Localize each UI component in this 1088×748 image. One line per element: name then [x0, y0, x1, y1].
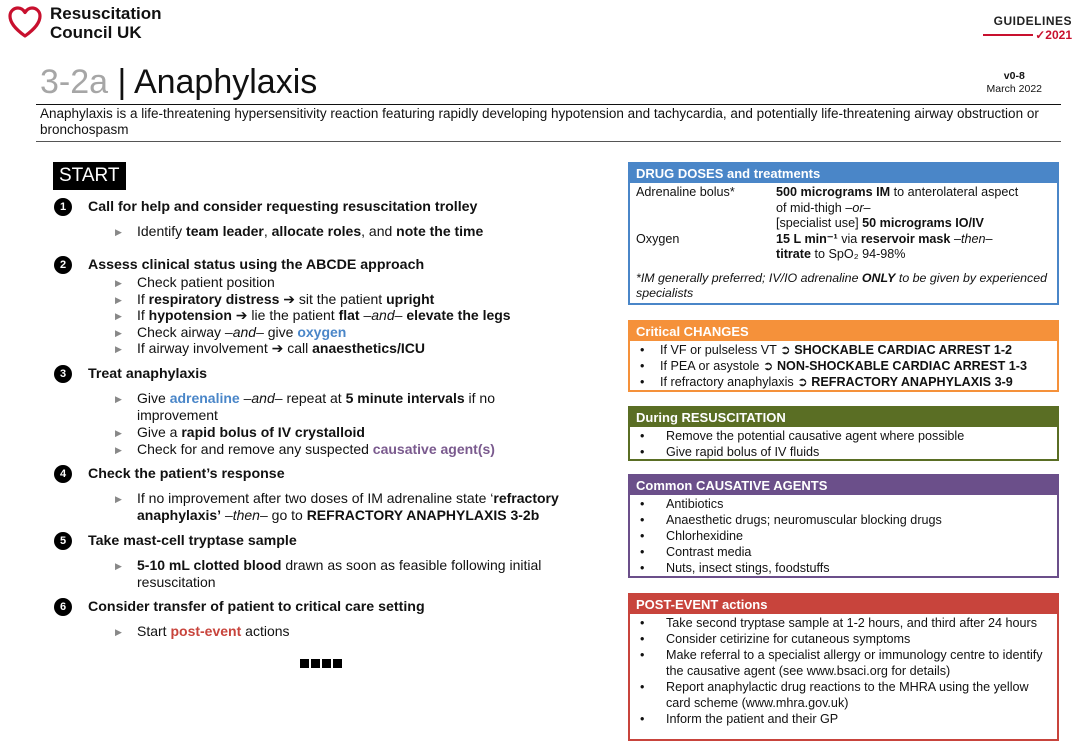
step-title: Treat anaphylaxis [88, 366, 208, 382]
post-event-box [628, 593, 1059, 741]
step-3 [54, 365, 207, 383]
step-2-item: ▶ Check patient position [115, 274, 275, 290]
triangle-bullet-icon: ▶ [115, 561, 122, 571]
divider [36, 104, 1061, 105]
title-text: Anaphylaxis [133, 63, 318, 101]
step-6 [54, 598, 425, 616]
heart-logo-icon [8, 6, 42, 40]
critical-changes-title: Critical CHANGES [630, 322, 1057, 341]
triangle-bullet-icon: ▶ [115, 428, 122, 438]
triangle-bullet-icon: ▶ [115, 294, 122, 305]
list-item: • Take second tryptase sample at 1-2 hours, and third after 24 hours [636, 615, 1051, 631]
step-title: Assess clinical status using the ABCDE approach [88, 257, 425, 273]
step-3-item: ▶ Check for and remove any suspected causative agent(s) [115, 440, 495, 457]
triangle-bullet-icon: ▶ [115, 494, 122, 504]
list-item: • If refractory anaphylaxis ➲ REFRACTORY ANAPHYLAXIS 3-9 [636, 374, 1051, 390]
step-number: 2 [54, 256, 72, 274]
critical-changes-box [628, 320, 1059, 392]
step-title: Check the patient’s response [88, 466, 285, 482]
causative-agents-title: Common CAUSATIVE AGENTS [630, 476, 1057, 495]
adrenaline-dose: 500 micrograms IM to anterolateral aspect of mid-thigh –or– [specialist use] 50 micrograms IO/IV [776, 185, 1019, 230]
post-event-title: POST-EVENT actions [630, 595, 1057, 614]
step-number: 4 [54, 465, 72, 483]
step-2-item: ▶ If respiratory distress ➔ sit the patient upright [115, 290, 435, 307]
triangle-bullet-icon: ▶ [115, 627, 122, 637]
version-block [987, 70, 1042, 96]
step-1 [54, 198, 477, 216]
oxygen-label: Oxygen [636, 231, 680, 246]
step-number: 3 [54, 365, 72, 383]
triangle-bullet-icon: ▶ [115, 444, 122, 455]
step-title: Call for help and consider requesting resuscitation trolley [88, 199, 478, 215]
guidelines-year: 2021 [1045, 28, 1072, 42]
list-item: • Remove the potential causative agent where possible [636, 428, 1051, 444]
adrenaline-label: Adrenaline bolus* [636, 185, 735, 199]
step-2-item: ▶ If hypotension ➔ lie the patient flat –and– elevate the legs [115, 307, 511, 323]
list-item: • Report anaphylactic drug reactions to the MHRA using the yellow card scheme (www.mhra.gov.uk) [636, 679, 1051, 711]
drug-note: *IM generally preferred; IV/IO adrenaline ONLY to be given by experienced specialists [636, 270, 1047, 300]
checkmark-icon: ✓ [1035, 28, 1046, 42]
step-title: Consider transfer of patient to critical care setting [88, 599, 425, 615]
org-name [50, 4, 161, 42]
version-number: v0-8 [1003, 70, 1025, 82]
step-3-item: ▶ Give a rapid bolus of IV crystalloid [115, 424, 365, 440]
list-item: • Give rapid bolus of IV fluids [636, 444, 1051, 460]
step-3-item: ▶ Give adrenaline –and– repeat at 5 minute intervals if no improvement [115, 390, 495, 423]
intro-text: Anaphylaxis is a life-threatening hypersensitivity reaction featuring rapidly developing hypotension and tachycardia, and potentially life-threatening airway obstruction or bronchospasm [40, 106, 1039, 137]
during-resuscitation-box [628, 406, 1059, 461]
guidelines-line [983, 34, 1033, 36]
guidelines-badge [983, 14, 1072, 42]
version-date: March 2022 [986, 83, 1042, 95]
causative-agents-box [628, 474, 1059, 578]
step-6-item: ▶ Start post-event actions [115, 623, 290, 639]
step-2-item: ▶ If airway involvement ➔ call anaesthetics/ICU [115, 340, 425, 356]
guidelines-label: GUIDELINES [993, 14, 1072, 28]
list-item: • Chlorhexidine [636, 528, 1051, 544]
triangle-bullet-icon: ▶ [115, 394, 122, 404]
drug-doses-table [636, 185, 1018, 263]
step-4 [54, 465, 285, 483]
drug-doses-title: DRUG DOSES and treatments [630, 164, 1057, 183]
triangle-bullet-icon: ▶ [115, 327, 122, 338]
list-item: • Consider cetirizine for cutaneous symptoms [636, 631, 1051, 647]
list-item: • If PEA or asystole ➲ NON-SHOCKABLE CARDIAC ARREST 1-3 [636, 358, 1051, 374]
triangle-bullet-icon: ▶ [115, 311, 122, 321]
list-item: • If VF or pulseless VT ➲ SHOCKABLE CARDIAC ARREST 1-2 [636, 342, 1051, 358]
org-name-line1: Resuscitation [50, 4, 162, 23]
title-separator: | [117, 63, 127, 101]
oxygen-dose: 15 L min⁻¹ via reservoir mask –then– titrate to SpO₂ 94-98% [776, 231, 993, 261]
list-item: • Anaesthetic drugs; neuromuscular blocking drugs [636, 512, 1051, 528]
step-number: 1 [54, 198, 72, 216]
step-number: 5 [54, 532, 72, 550]
step-title: Take mast-cell tryptase sample [88, 533, 297, 549]
list-item: • Contrast media [636, 544, 1051, 560]
drug-doses-box [628, 162, 1059, 305]
list-item: • Nuts, insect stings, foodstuffs [636, 560, 1051, 576]
list-item: • Antibiotics [636, 496, 1051, 512]
start-label: START [53, 162, 126, 190]
org-name-line2: Council UK [50, 23, 142, 42]
section-number: 3-2a [40, 63, 109, 101]
end-marker [300, 659, 342, 668]
page-title [40, 62, 317, 102]
step-4-item: ▶ If no improvement after two doses of IM adrenaline state ‘refractory anaphylaxis’ –then– go to REFRACTORY ANAPHYLAXIS 3-2b [115, 490, 559, 523]
triangle-bullet-icon: ▶ [115, 227, 122, 237]
step-number: 6 [54, 598, 72, 616]
triangle-bullet-icon: ▶ [115, 278, 122, 288]
list-item: • Inform the patient and their GP [636, 711, 1051, 727]
step-2-item: ▶ Check airway –and– give oxygen [115, 323, 347, 340]
step-2 [54, 256, 424, 274]
triangle-bullet-icon: ▶ [115, 344, 122, 354]
step-1-item: ▶ Identify team leader, allocate roles, and note the time [115, 223, 484, 239]
during-resuscitation-title: During RESUSCITATION [630, 408, 1057, 427]
rcuk-logo [8, 4, 161, 42]
list-item: • Make referral to a specialist allergy or immunology centre to identify the causative agent (see www.bsaci.org for details) [636, 647, 1051, 679]
divider [36, 141, 1061, 142]
step-5 [54, 532, 297, 550]
step-5-item: ▶ 5-10 mL clotted blood drawn as soon as feasible following initial resuscitation [115, 557, 542, 590]
